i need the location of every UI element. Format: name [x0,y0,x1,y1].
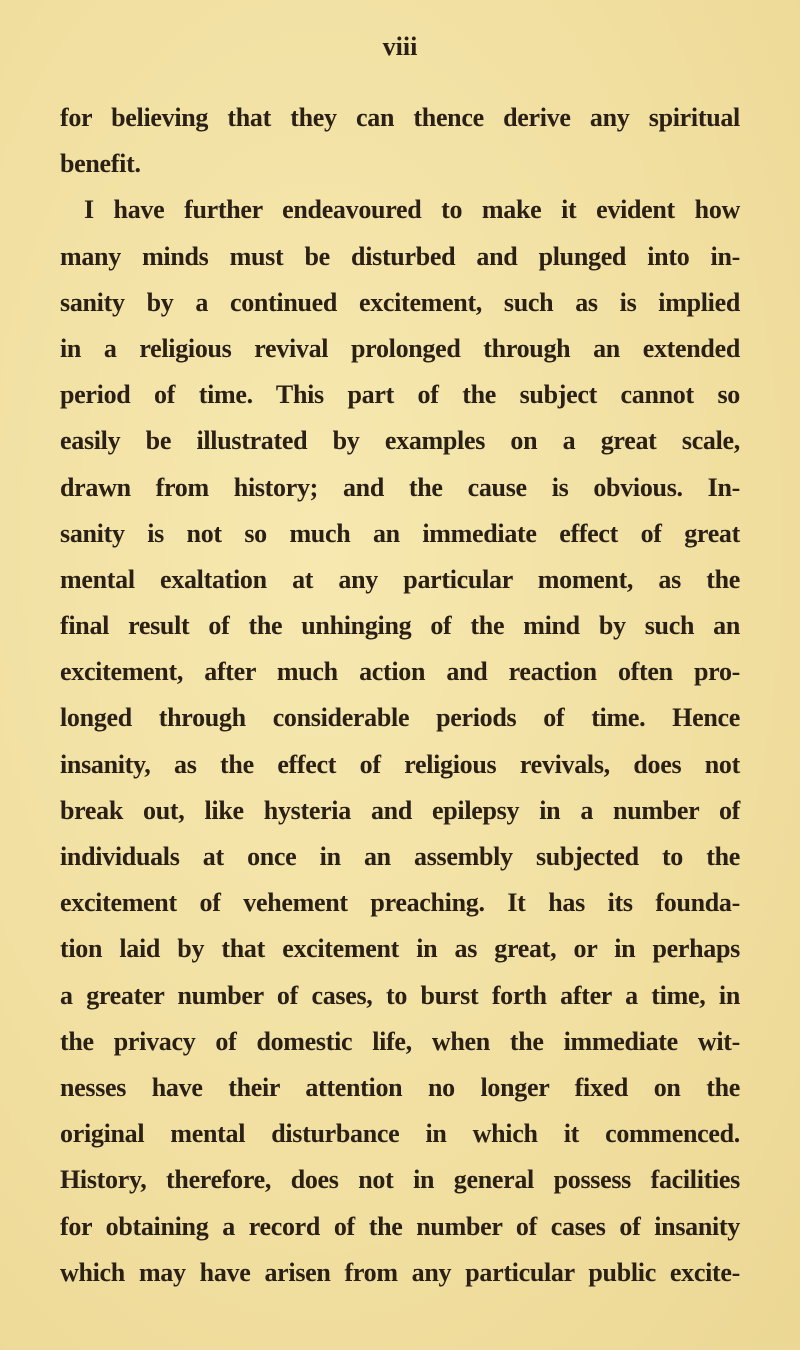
text-line: original mental disturbance in which it commenced. [60,1119,740,1149]
text-line: I have further endeavoured to make it evident how [84,195,740,225]
text-line: final result of the unhinging of the mind by such an [60,611,740,641]
text-line: tion laid by that excitement in as great, or in perhaps [60,934,740,964]
text-line: a greater number of cases, to burst forth after a time, in [60,980,740,1010]
page-number: viii [382,32,418,61]
text-line: break out, like hysteria and epilepsy in a number of [60,795,740,825]
text-line: excitement of vehement preaching. It has its founda- [60,888,740,918]
text-line: insanity, as the effect of religious revivals, does not [60,749,740,779]
text-line: many minds must be disturbed and plunged into in- [60,241,740,271]
text-line: for obtaining a record of the number of cases of insanity [60,1211,740,1241]
text-line: easily be illustrated by examples on a great scale, [60,426,740,456]
text-line: which may have arisen from any particular public excite- [60,1257,740,1287]
text-line: sanity is not so much an immediate effect of great [60,518,740,548]
text-line: the privacy of domestic life, when the immediate wit- [60,1026,740,1056]
text-line: longed through considerable periods of time. Hence [60,703,740,733]
text-line: excitement, after much action and reaction often pro- [60,657,740,687]
text-line: in a religious revival prolonged through an extended [60,333,740,363]
text-line: benefit. [60,149,141,179]
text-line: individuals at once in an assembly subjected to the [60,842,740,871]
text-line: for believing that they can thence derive any spiritual [60,103,740,132]
page-body [60,100,740,1301]
text-line: sanity by a continued excitement, such as is implied [60,287,740,317]
text-line: period of time. This part of the subject cannot so [60,380,740,410]
text-line: nesses have their attention no longer fixed on the [60,1072,740,1102]
text-line: drawn from history; and the cause is obvious. In- [60,472,740,502]
text-line: History, therefore, does not in general possess facilities [60,1165,740,1195]
text-line: mental exaltation at any particular moment, as the [60,564,740,594]
